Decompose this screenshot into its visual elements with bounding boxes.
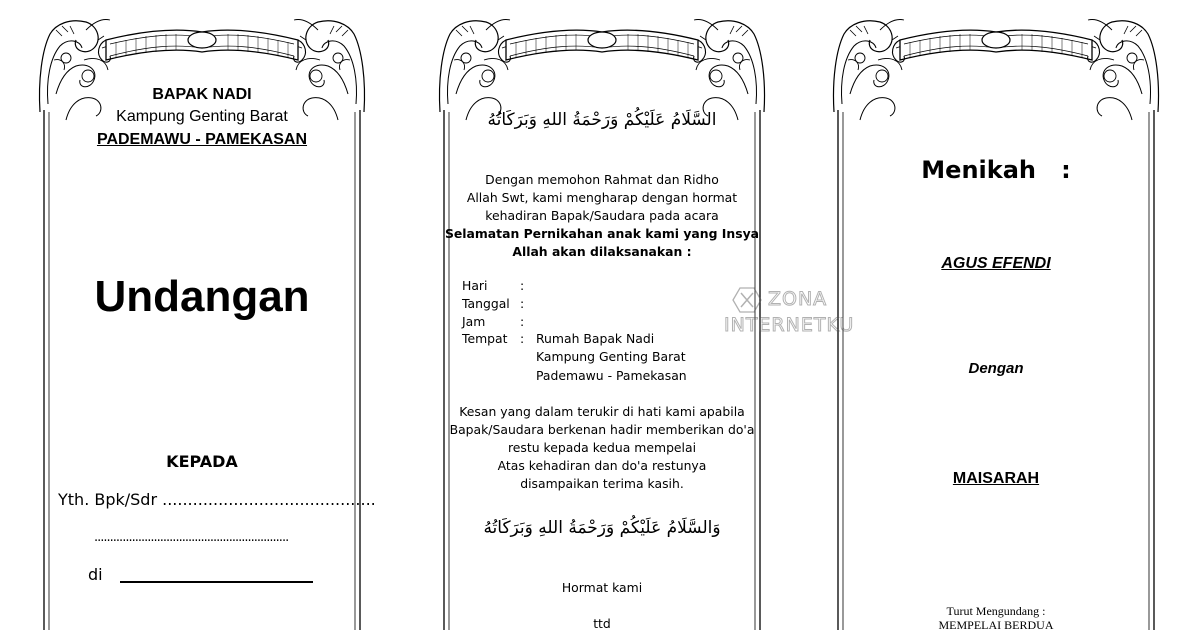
intro-line: Dengan memohon Rahmat dan Ridho <box>485 172 719 187</box>
regards-text: Hormat kami <box>561 580 643 595</box>
bride-name: MAISARAH <box>952 470 1040 487</box>
detail-row-date <box>462 296 536 311</box>
closing-line: Atas kehadiran dan do'a restunya <box>497 458 707 473</box>
detail-label: Tempat <box>462 331 508 346</box>
closing-line: restu kepada kedua mempelai <box>507 440 697 455</box>
detail-row-time <box>462 314 536 329</box>
intro-line: kehadiran Bapak/Saudara pada acara <box>485 208 719 223</box>
closing-line: disampaikan terima kasih. <box>520 476 684 491</box>
cover-panel <box>36 0 376 630</box>
host-name: BAPAK NADI <box>152 86 252 103</box>
intro-line: Allah Swt, kami mengharap dengan hormat <box>466 190 738 205</box>
detail-colon: : <box>520 296 525 311</box>
watermark-line1: ZONA <box>768 288 828 310</box>
intro-paragraph <box>436 171 768 261</box>
watermark <box>724 286 894 338</box>
invitation-title: Undangan <box>94 272 310 321</box>
location-blank-line <box>120 581 313 583</box>
addressee-line: Yth. Bpk/Sdr .......................................... <box>58 490 376 509</box>
closing-paragraph <box>436 403 768 493</box>
place-address-line: Pademawu - Pamekasan <box>536 368 687 383</box>
to-heading: KEPADA <box>166 452 238 471</box>
closing-line: Bapak/Saudara berkenan hadir memberikan do'a <box>449 422 755 437</box>
event-line: Selamatan Pernikahan anak kami yang Insya <box>444 226 760 241</box>
detail-row-day <box>462 278 536 293</box>
closing-line: Kesan yang dalam terukir di hati kami apabila <box>459 404 745 419</box>
invitation-details-panel <box>436 0 768 630</box>
detail-label: Hari <box>462 278 488 293</box>
connector-text: Dengan <box>968 360 1024 377</box>
detail-label: Tanggal <box>462 296 510 311</box>
place-address-line: Kampung Genting Barat <box>536 349 686 364</box>
invited-by-label: Turut Mengundang : <box>946 604 1046 618</box>
detail-colon: : <box>520 314 525 329</box>
addressee-line-2: .............................................................. <box>94 530 289 545</box>
zona-logo-icon <box>732 286 762 314</box>
groom-name: AGUS EFENDI <box>941 255 1051 272</box>
detail-value: Rumah Bapak Nadi <box>536 331 655 346</box>
watermark-line2: INTERNETKU <box>724 314 855 336</box>
arabic-greeting: السَّلَامُ عَلَيْكُمْ وَرَحْمَةُ اللهِ وَبَرَكَاتُهُ <box>487 110 717 130</box>
arabic-closing: وَالسَّلَامُ عَلَيْكُمْ وَرَحْمَةُ اللهِ وَبَرَكَاتُهُ <box>483 518 721 538</box>
invited-by-name: MEMPELAI BERDUA <box>938 618 1054 632</box>
location-label: di <box>88 565 103 584</box>
married-heading: Menikah : <box>921 156 1071 184</box>
detail-label: Jam <box>462 314 486 329</box>
detail-row-place <box>462 331 654 346</box>
host-village: Kampung Genting Barat <box>116 108 288 125</box>
detail-colon: : <box>520 331 525 346</box>
signature-text: ttd <box>593 616 611 631</box>
event-line: Allah akan dilaksanakan : <box>512 244 692 259</box>
host-district: PADEMAWU - PAMEKASAN <box>96 131 308 148</box>
detail-colon: : <box>520 278 525 293</box>
